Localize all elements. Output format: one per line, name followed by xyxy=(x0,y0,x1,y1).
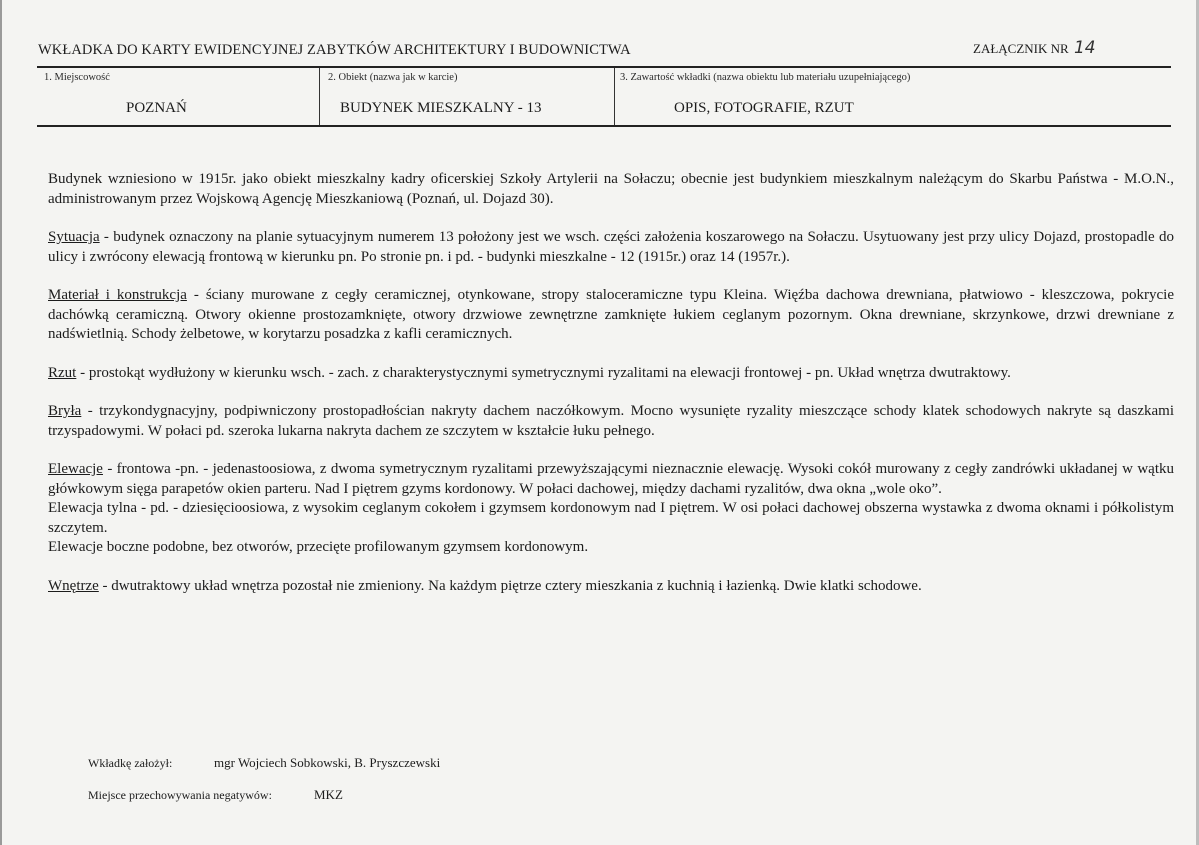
author-value: mgr Wojciech Sobkowski, B. Pryszczewski xyxy=(214,755,441,770)
header-rule-bottom xyxy=(37,125,1171,127)
situation-text: - budynek oznaczony na planie sytuacyjnym numerem 13 położony jest we wsch. części założenia koszarowego na Sołaczu. Usytuowany jest przy ulicy Dojazd, prostopadle do ulicy i zwrócony elewacją frontową w kierunku pn. Po stronie pn. i pd. - budynki mieszkalne - 12 (1915r.) oraz 14 (1957r.). xyxy=(48,229,1174,265)
header-rule-top xyxy=(37,66,1171,68)
situation-paragraph xyxy=(48,228,1174,267)
plan-text: - prostokąt wydłużony w kierunku wsch. - zach. z charakterystycznymi symetrycznymi ryzalitami na elewacji frontowej - pn. Układ wnętrza dwutraktowy. xyxy=(76,364,1011,381)
negatives-label: Miejsce przechowywania negatywów: xyxy=(88,788,272,802)
annex-label: ZAŁĄCZNIK NR xyxy=(973,41,1069,56)
description-body xyxy=(48,170,1174,615)
locality-value: POZNAŃ xyxy=(126,100,187,116)
mass-text: - trzykondygnacyjny, podpiwniczony prostopadłościan nakryty dachem naczółkowym. Mocno wysunięte ryzality mieszczące schody klatek schodowych nakryte są daszkami trzyspadowymi. W połaci pd. szeroka lukarna nakryta dachem ze szczytem w kształcie łuku pełnego. xyxy=(48,403,1174,439)
interior-heading: Wnętrze xyxy=(48,577,99,594)
field-divider-1 xyxy=(319,68,320,125)
material-heading: Materiał i konstrukcja xyxy=(48,287,187,303)
field-divider-2 xyxy=(614,68,615,125)
interior-paragraph xyxy=(48,577,1174,597)
negatives-value: MKZ xyxy=(314,787,343,802)
content-value: OPIS, FOTOGRAFIE, RZUT xyxy=(674,100,854,116)
document-title: WKŁADKA DO KARTY EWIDENCYJNEJ ZABYTKÓW ARCHITEKTURY I BUDOWNICTWA xyxy=(38,42,631,58)
mass-heading: Bryła xyxy=(48,403,82,419)
intro-paragraph: Budynek wzniesiono w 1915r. jako obiekt mieszkalny kadry oficerskiej Szkoły Artylerii na Sołaczu; obecnie jest budynkiem mieszkalnym należącym do Skarbu Państwa - M.O.N., administrowanym przez Wojskową Agencję Mieszkaniową (Poznań, ul. Dojazd 30). xyxy=(48,171,1174,207)
facade-rear-paragraph: Elewacja tylna - pd. - dziesięcioosiowa, z wysokim ceglanym cokołem i gzymsem kordonowym nad I piętrem. W osi połaci dachowej obszerna wystawka z dwoma oknami i półkolistym szczytem. xyxy=(48,500,1174,536)
facade-heading: Elewacje xyxy=(48,461,103,477)
locality-label: 1. Miejscowość xyxy=(44,72,110,83)
material-paragraph xyxy=(48,286,1174,345)
facade-paragraph xyxy=(48,460,1174,499)
situation-heading: Sytuacja xyxy=(48,229,100,245)
annex-number: 14 xyxy=(1073,38,1096,58)
object-value: BUDYNEK MIESZKALNY - 13 xyxy=(340,100,542,116)
mass-paragraph xyxy=(48,402,1174,441)
facade-text: - frontowa -pn. - jedenastoosiowa, z dwoma symetrycznym ryzalitami przewyższającymi nieznacznie elewację. Wysoki cokół murowany z cegły zandrówki układanej w wątku główkowym sięga parapetów okien parteru. Nad I piętrem gzyms kordonowy. W połaci dachowej, między dachami ryzalitów, dwa okna „wole oko”. xyxy=(48,461,1174,497)
author-label: Wkładkę założył: xyxy=(88,756,173,770)
object-label: 2. Obiekt (nazwa jak w karcie) xyxy=(328,72,458,83)
scan-edge-left xyxy=(0,0,2,845)
plan-paragraph xyxy=(48,364,1174,384)
plan-heading: Rzut xyxy=(48,364,77,381)
annex-marker xyxy=(973,38,1096,58)
material-text: - ściany murowane z cegły ceramicznej, otynkowane, stropy staloceramiczne typu Kleina. Więźba dachowa drewniana, płatwiowo - kleszczowa, pokrycie dachówką ceramiczną. Otwory okienne prostozamknięte, otwory drzwiowe zewnętrzne zamknięte łukiem ceglanym pozornym. Okna drewniane, skrzynkowe, drzwi drewniane z nadświetlnią. Schody żelbetowe, w korytarzu posadzka z kafli ceramicznych. xyxy=(48,287,1174,342)
content-label: 3. Zawartość wkładki (nazwa obiektu lub materiału uzupełniającego) xyxy=(620,72,911,83)
facade-side-paragraph: Elewacje boczne podobne, bez otworów, przecięte profilowanym gzymsem kordonowym. xyxy=(48,539,589,555)
interior-text: - dwutraktowy układ wnętrza pozostał nie zmieniony. Na każdym piętrze cztery mieszkania z kuchnią i łazienką. Dwie klatki schodowe. xyxy=(98,577,922,594)
